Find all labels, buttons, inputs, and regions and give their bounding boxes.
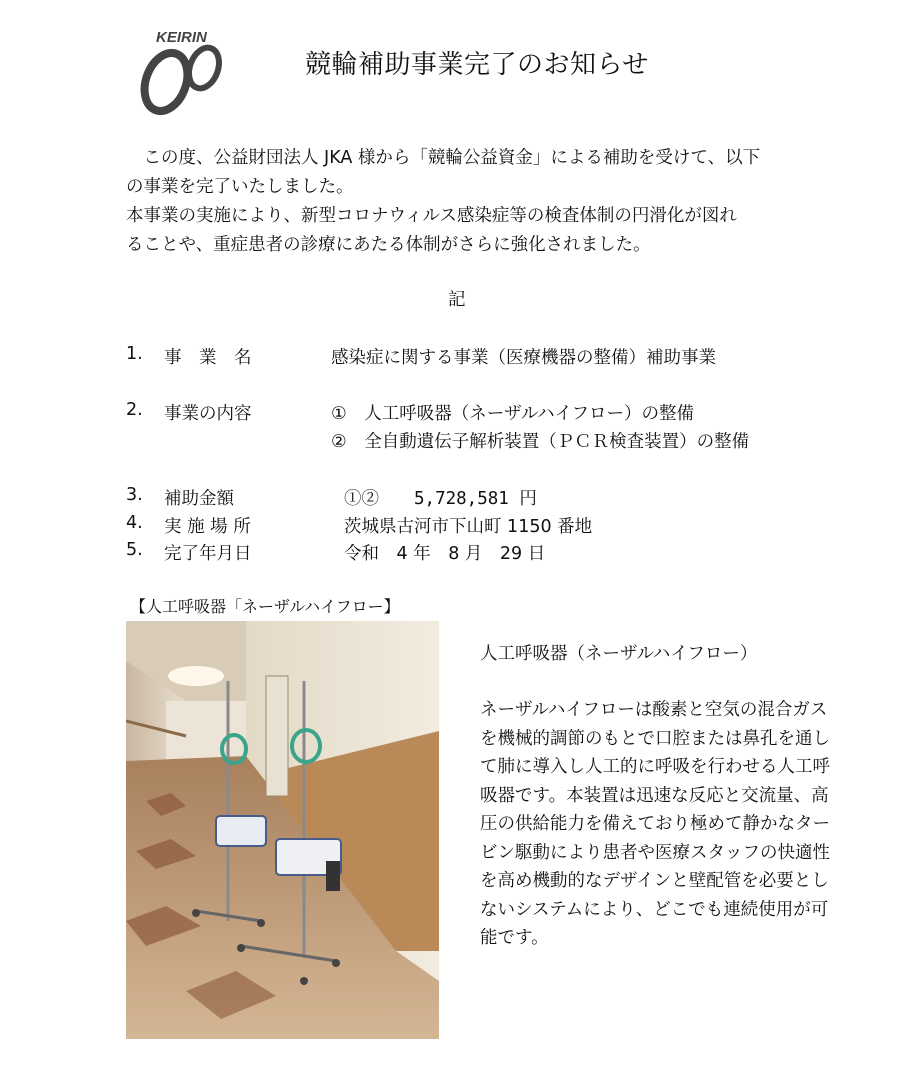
description-line: を機械的調節のもとで口腔または鼻孔を通し bbox=[480, 728, 830, 749]
item-label: 補助金額 bbox=[164, 489, 234, 509]
intro-paragraph bbox=[126, 144, 806, 260]
ki-heading: 記 bbox=[448, 290, 466, 310]
description-line: 能です。 bbox=[480, 928, 549, 948]
device-description bbox=[480, 696, 865, 953]
description-line: ネーザルハイフローは酸素と空気の混合ガス bbox=[480, 700, 828, 720]
ventilator-photo bbox=[126, 621, 439, 1039]
description-line: 圧の供給能力を備えており極めて静かなター bbox=[480, 814, 830, 834]
item-label: 事 業 名 bbox=[164, 348, 252, 368]
item-number: 3. bbox=[126, 485, 143, 505]
svg-text:KEIRIN: KEIRIN bbox=[156, 29, 207, 46]
item-label: 完了年月日 bbox=[164, 544, 252, 564]
item-value: 茨城県古河市下山町 1150 番地 bbox=[344, 517, 593, 537]
item-value: ① 人工呼吸器（ネーザルハイフロー）の整備 bbox=[331, 404, 695, 424]
item-value: 感染症に関する事業（医療機器の整備）補助事業 bbox=[331, 348, 716, 368]
description-line: ないシステムにより、どこでも連続使用が可 bbox=[480, 899, 829, 920]
item-label: 実 施 場 所 bbox=[164, 517, 251, 537]
item-number: 5. bbox=[126, 540, 143, 560]
keirin-logo bbox=[134, 26, 234, 116]
item-number: 4. bbox=[126, 513, 143, 533]
device-title: 人工呼吸器（ネーザルハイフロー） bbox=[480, 644, 758, 664]
description-line: ビン駆動により患者や医療スタッフの快適性 bbox=[480, 842, 830, 863]
item-value: 令和 4 年 8 月 29 日 bbox=[344, 544, 546, 564]
intro-line: 本事業の実施により、新型コロナウィルス感染症等の検査体制の円滑化が図れ bbox=[126, 206, 737, 226]
photo-caption: 【人工呼吸器「ネーザルハイフロー】 bbox=[130, 597, 400, 616]
description-line: を高め機動的なデザインと壁配管を必要とし bbox=[480, 871, 829, 891]
intro-line: ることや、重症患者の診療にあたる体制がさらに強化されました。 bbox=[126, 235, 651, 255]
page-title: 競輪補助事業完了のお知らせ bbox=[305, 50, 649, 80]
description-line: て肺に導入し人工的に呼吸を行わせる人工呼 bbox=[480, 757, 830, 777]
item-value: ①② 5,728,581 円 bbox=[344, 489, 537, 509]
item-label: 事業の内容 bbox=[164, 404, 252, 424]
item-value: ② 全自動遺伝子解析装置（ＰＣＲ検査装置）の整備 bbox=[331, 432, 750, 452]
description-line: 吸器です。本装置は迅速な反応と交流量、高 bbox=[480, 785, 829, 806]
item-number: 2. bbox=[126, 400, 143, 420]
item-number: 1. bbox=[126, 344, 143, 364]
intro-line: の事業を完了いたしました。 bbox=[126, 177, 354, 197]
intro-line: この度、公益財団法人 JKA 様から「競輪公益資金」による補助を受けて、以下 bbox=[126, 148, 761, 168]
